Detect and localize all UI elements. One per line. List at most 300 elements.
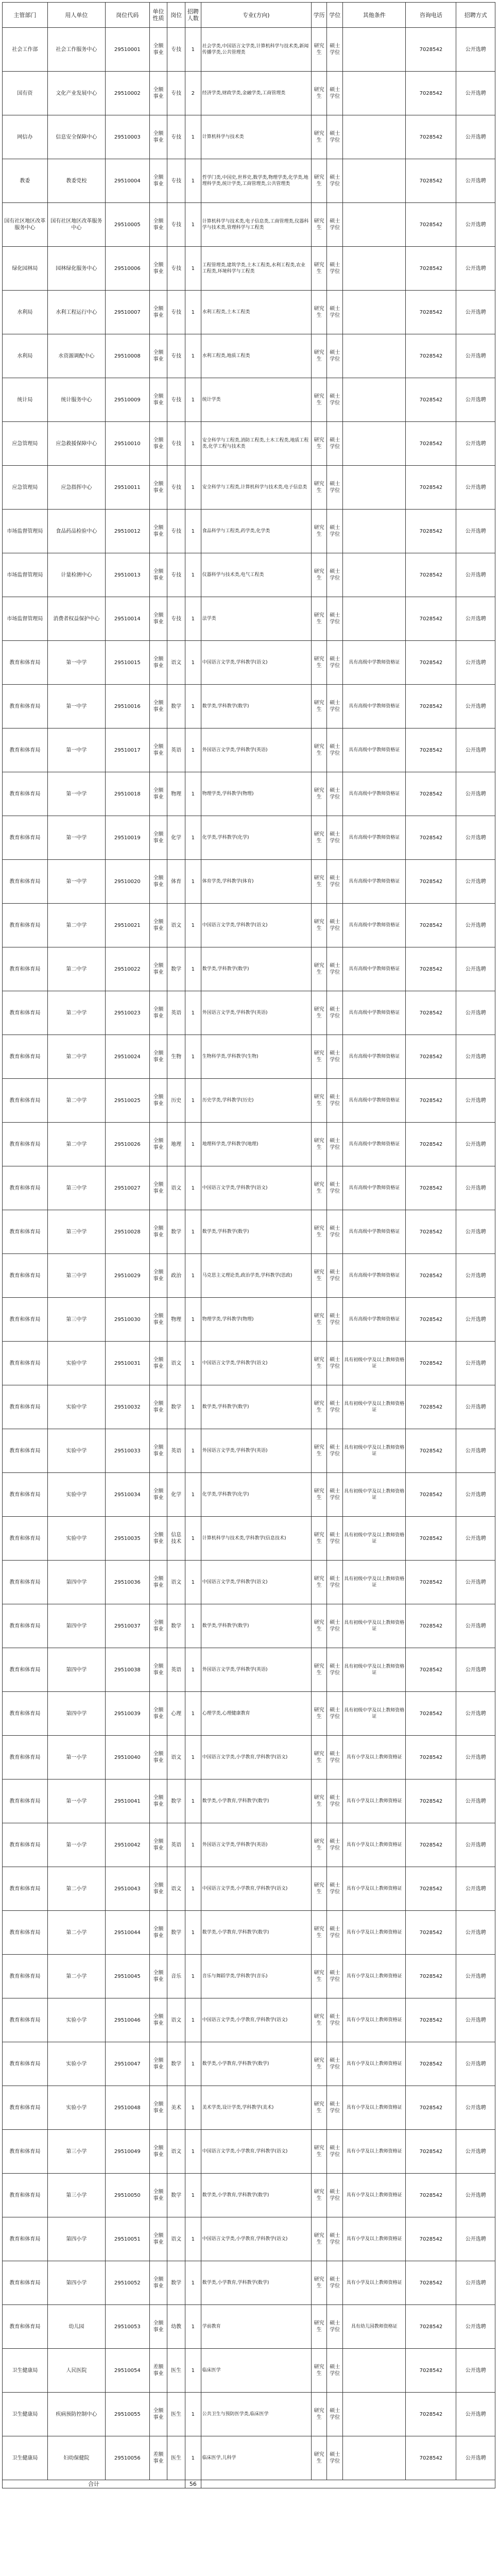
cell-deg: 硕士学位: [327, 1035, 343, 1079]
cell-nature: 全额事业: [149, 728, 167, 772]
cell-edu: 研究生: [311, 2086, 327, 2130]
cell-num: 1: [185, 1473, 201, 1517]
cell-code: 29510011: [105, 466, 149, 510]
cell-num: 1: [185, 1517, 201, 1561]
cell-tel: 7028542: [406, 1780, 456, 1823]
cell-deg: 硕士学位: [327, 2261, 343, 2305]
cell-unit: 第二小学: [47, 1911, 105, 1955]
cell-tel: 7028542: [406, 904, 456, 947]
cell-unit: 应急救援保障中心: [47, 422, 105, 466]
cell-tel: 7028542: [406, 247, 456, 291]
cell-other: [343, 2349, 406, 2393]
cell-deg: 硕士学位: [327, 1823, 343, 1867]
cell-code: 29510041: [105, 1780, 149, 1823]
cell-code: 29510006: [105, 247, 149, 291]
cell-dept: 教育和体育局: [3, 2174, 48, 2217]
cell-deg: 硕士学位: [327, 1385, 343, 1429]
cell-post: 英语: [167, 991, 185, 1035]
cell-tel: 7028542: [406, 1911, 456, 1955]
total-label: 合计: [3, 2480, 185, 2488]
cell-deg: 硕士学位: [327, 1517, 343, 1561]
cell-other: [343, 597, 406, 641]
cell-code: 29510034: [105, 1473, 149, 1517]
cell-dept: 教育和体育局: [3, 1429, 48, 1473]
cell-post: 专技: [167, 510, 185, 553]
cell-unit: 妇幼保健院: [47, 2436, 105, 2480]
cell-edu: 研究生: [311, 1035, 327, 1079]
cell-num: 1: [185, 1736, 201, 1780]
cell-edu: 研究生: [311, 1604, 327, 1648]
table-row: [3, 1823, 495, 1867]
cell-other: 具有小学及以上教师资格证: [343, 2086, 406, 2130]
cell-major: 中国语言文学类,小学教育,学科教学(语文): [201, 2217, 311, 2261]
cell-post: 心理: [167, 1692, 185, 1736]
cell-dept: 教育和体育局: [3, 1517, 48, 1561]
cell-unit: 实验小学: [47, 2086, 105, 2130]
table-header-row: [3, 3, 495, 28]
table-row: [3, 2349, 495, 2393]
cell-mode: 公开选聘: [456, 2086, 495, 2130]
cell-tel: 7028542: [406, 1561, 456, 1604]
cell-nature: 全额事业: [149, 1823, 167, 1867]
cell-edu: 研究生: [311, 685, 327, 728]
cell-major: 水利工程类,土木工程类: [201, 291, 311, 334]
cell-deg: 硕士学位: [327, 72, 343, 115]
cell-tel: 7028542: [406, 2086, 456, 2130]
cell-dept: 国有资: [3, 72, 48, 115]
cell-unit: 实验中学: [47, 1385, 105, 1429]
cell-post: 专技: [167, 378, 185, 422]
cell-tel: 7028542: [406, 1648, 456, 1692]
cell-num: 1: [185, 1823, 201, 1867]
cell-dept: 教育和体育局: [3, 991, 48, 1035]
cell-nature: 全额事业: [149, 159, 167, 203]
cell-code: 29510054: [105, 2349, 149, 2393]
cell-deg: 硕士学位: [327, 2130, 343, 2174]
table-row: [3, 1254, 495, 1298]
cell-unit: 实验中学: [47, 1517, 105, 1561]
table-row: [3, 1911, 495, 1955]
cell-tel: 7028542: [406, 1955, 456, 1998]
cell-mode: 公开选聘: [456, 2393, 495, 2436]
cell-nature: 全额事业: [149, 597, 167, 641]
cell-post: 专技: [167, 247, 185, 291]
table-row: [3, 728, 495, 772]
cell-dept: 统计局: [3, 378, 48, 422]
cell-tel: 7028542: [406, 947, 456, 991]
cell-dept: 教育和体育局: [3, 2086, 48, 2130]
total-row: [3, 2480, 495, 2488]
cell-other: 具有高级中学教师资格证: [343, 1123, 406, 1166]
cell-deg: 硕士学位: [327, 1079, 343, 1123]
table-row: [3, 1780, 495, 1823]
cell-code: 29510001: [105, 28, 149, 72]
table-row: [3, 1035, 495, 1079]
cell-post: 医生: [167, 2393, 185, 2436]
table-row: [3, 291, 495, 334]
cell-nature: 全额事业: [149, 2261, 167, 2305]
cell-tel: 7028542: [406, 597, 456, 641]
cell-unit: 第三中学: [47, 1298, 105, 1342]
cell-nature: 全额事业: [149, 1692, 167, 1736]
cell-num: 1: [185, 1867, 201, 1911]
cell-unit: 人民医院: [47, 2349, 105, 2393]
header-other: 其他条件: [343, 3, 406, 28]
cell-unit: 实验小学: [47, 1998, 105, 2042]
cell-nature: 全额事业: [149, 1473, 167, 1517]
cell-major: 仪器科学与技术类,电气工程类: [201, 553, 311, 597]
cell-dept: 教育和体育局: [3, 1166, 48, 1210]
cell-code: 29510023: [105, 991, 149, 1035]
cell-mode: 公开选聘: [456, 1473, 495, 1517]
cell-tel: 7028542: [406, 2393, 456, 2436]
cell-code: 29510042: [105, 1823, 149, 1867]
cell-unit: 第三小学: [47, 2174, 105, 2217]
cell-deg: 硕士学位: [327, 597, 343, 641]
cell-edu: 研究生: [311, 728, 327, 772]
cell-code: 29510010: [105, 422, 149, 466]
cell-unit: 信息安全保障中心: [47, 115, 105, 159]
cell-dept: 教育和体育局: [3, 1604, 48, 1648]
cell-edu: 研究生: [311, 203, 327, 247]
cell-num: 1: [185, 1342, 201, 1385]
cell-other: 具有小学及以上教师资格证: [343, 2174, 406, 2217]
cell-num: 1: [185, 1561, 201, 1604]
cell-other: [343, 378, 406, 422]
cell-unit: 第一小学: [47, 1736, 105, 1780]
header-post: 岗位: [167, 3, 185, 28]
cell-other: 具有小学及以上教师资格证: [343, 1736, 406, 1780]
cell-dept: 教育和体育局: [3, 772, 48, 816]
cell-major: 外国语言文学类,学科教学(英语): [201, 991, 311, 1035]
cell-code: 29510015: [105, 641, 149, 685]
cell-mode: 公开选聘: [456, 1648, 495, 1692]
cell-tel: 7028542: [406, 2042, 456, 2086]
cell-nature: 全额事业: [149, 422, 167, 466]
cell-nature: 全额事业: [149, 1342, 167, 1385]
cell-edu: 研究生: [311, 1298, 327, 1342]
cell-num: 1: [185, 728, 201, 772]
table-row: [3, 904, 495, 947]
cell-unit: 第四中学: [47, 1692, 105, 1736]
cell-code: 29510049: [105, 2130, 149, 2174]
cell-code: 29510046: [105, 1998, 149, 2042]
cell-dept: 教育和体育局: [3, 1210, 48, 1254]
cell-nature: 全额事业: [149, 1517, 167, 1561]
cell-edu: 研究生: [311, 510, 327, 553]
cell-post: 英语: [167, 728, 185, 772]
cell-major: 中国语言文学类,学科教学(语文): [201, 1166, 311, 1210]
cell-code: 29510039: [105, 1692, 149, 1736]
cell-num: 1: [185, 1166, 201, 1210]
cell-major: 数学类,小学教育,学科教学(数学): [201, 2174, 311, 2217]
cell-post: 语文: [167, 1998, 185, 2042]
cell-code: 29510050: [105, 2174, 149, 2217]
cell-edu: 研究生: [311, 860, 327, 904]
cell-unit: 计量检测中心: [47, 553, 105, 597]
cell-major: 公共卫生与预防医学类,临床医学: [201, 2393, 311, 2436]
cell-other: 具有高级中学教师资格证: [343, 728, 406, 772]
cell-deg: 硕士学位: [327, 1210, 343, 1254]
table-row: [3, 772, 495, 816]
cell-nature: 全额事业: [149, 1166, 167, 1210]
cell-mode: 公开选聘: [456, 685, 495, 728]
cell-num: 1: [185, 115, 201, 159]
cell-other: 具有高级中学教师资格证: [343, 904, 406, 947]
table-row: [3, 1998, 495, 2042]
table-row: [3, 334, 495, 378]
cell-tel: 7028542: [406, 1823, 456, 1867]
cell-mode: 公开选聘: [456, 2305, 495, 2349]
cell-other: 具有初级中学及以上教师资格证: [343, 1429, 406, 1473]
cell-tel: 7028542: [406, 466, 456, 510]
cell-unit: 教委党校: [47, 159, 105, 203]
table-row: [3, 28, 495, 72]
cell-edu: 研究生: [311, 466, 327, 510]
cell-code: 29510048: [105, 2086, 149, 2130]
table-row: [3, 1342, 495, 1385]
cell-edu: 研究生: [311, 597, 327, 641]
cell-edu: 研究生: [311, 816, 327, 860]
cell-tel: 7028542: [406, 728, 456, 772]
table-row: [3, 860, 495, 904]
table-row: [3, 1867, 495, 1911]
cell-num: 1: [185, 1780, 201, 1823]
cell-mode: 公开选聘: [456, 1254, 495, 1298]
cell-code: 29510022: [105, 947, 149, 991]
cell-other: 具有高级中学教师资格证: [343, 641, 406, 685]
cell-code: 29510033: [105, 1429, 149, 1473]
cell-other: 具有高级中学教师资格证: [343, 816, 406, 860]
cell-nature: 全额事业: [149, 1867, 167, 1911]
cell-num: 1: [185, 1429, 201, 1473]
cell-unit: 第四小学: [47, 2217, 105, 2261]
cell-other: [343, 334, 406, 378]
cell-post: 专技: [167, 115, 185, 159]
cell-num: 1: [185, 291, 201, 334]
cell-deg: 硕士学位: [327, 2305, 343, 2349]
cell-tel: 7028542: [406, 1079, 456, 1123]
cell-post: 生物: [167, 1035, 185, 1079]
table-row: [3, 1604, 495, 1648]
cell-major: 体育学类,学科教学(体育): [201, 860, 311, 904]
table-row: [3, 159, 495, 203]
cell-num: 1: [185, 378, 201, 422]
cell-post: 幼教: [167, 2305, 185, 2349]
cell-mode: 公开选聘: [456, 816, 495, 860]
cell-other: 具有初级中学及以上教师资格证: [343, 1604, 406, 1648]
cell-edu: 研究生: [311, 1473, 327, 1517]
cell-edu: 研究生: [311, 1867, 327, 1911]
cell-deg: 硕士学位: [327, 1604, 343, 1648]
cell-deg: 硕士学位: [327, 159, 343, 203]
cell-mode: 公开选聘: [456, 991, 495, 1035]
cell-unit: 实验中学: [47, 1429, 105, 1473]
cell-nature: 全额事业: [149, 2217, 167, 2261]
cell-code: 29510002: [105, 72, 149, 115]
cell-edu: 研究生: [311, 1561, 327, 1604]
cell-deg: 硕士学位: [327, 466, 343, 510]
cell-edu: 研究生: [311, 1780, 327, 1823]
cell-unit: 第一小学: [47, 1780, 105, 1823]
header-nature: 单位性质: [149, 3, 167, 28]
cell-post: 专技: [167, 72, 185, 115]
table-row: [3, 2436, 495, 2480]
cell-deg: 硕士学位: [327, 2349, 343, 2393]
cell-major: 数学类,小学教育,学科教学(数学): [201, 1780, 311, 1823]
cell-unit: 文化产业发展中心: [47, 72, 105, 115]
cell-post: 英语: [167, 1429, 185, 1473]
cell-post: 语文: [167, 1736, 185, 1780]
cell-deg: 硕士学位: [327, 2393, 343, 2436]
cell-post: 专技: [167, 334, 185, 378]
cell-deg: 硕士学位: [327, 2217, 343, 2261]
cell-code: 29510044: [105, 1911, 149, 1955]
cell-dept: 教育和体育局: [3, 1298, 48, 1342]
cell-nature: 全额事业: [149, 334, 167, 378]
table-row: [3, 685, 495, 728]
table-row: [3, 641, 495, 685]
cell-num: 1: [185, 2393, 201, 2436]
cell-major: 地理科学类,学科教学(地理): [201, 1123, 311, 1166]
cell-tel: 7028542: [406, 1385, 456, 1429]
cell-nature: 全额事业: [149, 2130, 167, 2174]
cell-deg: 硕士学位: [327, 947, 343, 991]
cell-other: [343, 466, 406, 510]
cell-post: 专技: [167, 291, 185, 334]
cell-other: 具有小学及以上教师资格证: [343, 2261, 406, 2305]
cell-nature: 全额事业: [149, 466, 167, 510]
cell-tel: 7028542: [406, 2305, 456, 2349]
cell-mode: 公开选聘: [456, 1998, 495, 2042]
table-row: [3, 422, 495, 466]
cell-other: 具有小学及以上教师资格证: [343, 1998, 406, 2042]
cell-dept: 教育和体育局: [3, 947, 48, 991]
cell-other: 具有初级中学及以上教师资格证: [343, 1561, 406, 1604]
header-deg: 学位: [327, 3, 343, 28]
cell-tel: 7028542: [406, 685, 456, 728]
cell-edu: 研究生: [311, 1955, 327, 1998]
cell-edu: 研究生: [311, 2261, 327, 2305]
cell-post: 信息技术: [167, 1517, 185, 1561]
cell-mode: 公开选聘: [456, 291, 495, 334]
cell-mode: 公开选聘: [456, 1955, 495, 1998]
cell-mode: 公开选聘: [456, 1692, 495, 1736]
table-row: [3, 2217, 495, 2261]
cell-unit: 第一小学: [47, 1823, 105, 1867]
cell-dept: 教育和体育局: [3, 728, 48, 772]
cell-major: 中国语言文学类,学科教学(语文): [201, 1561, 311, 1604]
cell-other: 具有高级中学教师资格证: [343, 860, 406, 904]
cell-post: 语文: [167, 2130, 185, 2174]
cell-other: 具有小学及以上教师资格证: [343, 2042, 406, 2086]
cell-post: 地理: [167, 1123, 185, 1166]
cell-other: [343, 72, 406, 115]
cell-tel: 7028542: [406, 1210, 456, 1254]
cell-mode: 公开选聘: [456, 2349, 495, 2393]
cell-tel: 7028542: [406, 816, 456, 860]
cell-unit: 第四中学: [47, 1648, 105, 1692]
cell-code: 29510017: [105, 728, 149, 772]
cell-tel: 7028542: [406, 860, 456, 904]
cell-tel: 7028542: [406, 203, 456, 247]
cell-major: 中国语言文学类,学科教学(语文): [201, 641, 311, 685]
cell-dept: 卫生健康局: [3, 2349, 48, 2393]
cell-major: 数学类,学科教学(数学): [201, 685, 311, 728]
cell-dept: 市场监督管理局: [3, 510, 48, 553]
cell-major: 化学类,学科教学(化学): [201, 1473, 311, 1517]
cell-unit: 第三中学: [47, 1166, 105, 1210]
cell-edu: 研究生: [311, 334, 327, 378]
cell-tel: 7028542: [406, 2436, 456, 2480]
cell-unit: 第四中学: [47, 1561, 105, 1604]
cell-nature: 全额事业: [149, 1429, 167, 1473]
table-row: [3, 510, 495, 553]
cell-num: 1: [185, 159, 201, 203]
cell-num: 1: [185, 334, 201, 378]
cell-edu: 研究生: [311, 2305, 327, 2349]
cell-unit: 第二中学: [47, 1123, 105, 1166]
cell-tel: 7028542: [406, 115, 456, 159]
cell-edu: 研究生: [311, 1210, 327, 1254]
cell-unit: 第二中学: [47, 947, 105, 991]
cell-mode: 公开选聘: [456, 1342, 495, 1385]
cell-mode: 公开选聘: [456, 597, 495, 641]
table-row: [3, 597, 495, 641]
cell-major: 外国语言文学类,学科教学(英语): [201, 1648, 311, 1692]
cell-deg: 硕士学位: [327, 553, 343, 597]
cell-post: 数学: [167, 947, 185, 991]
cell-unit: 第三小学: [47, 2130, 105, 2174]
cell-other: 具有小学及以上教师资格证: [343, 2130, 406, 2174]
cell-nature: 全额事业: [149, 641, 167, 685]
cell-dept: 卫生健康局: [3, 2393, 48, 2436]
cell-major: 音乐与舞蹈学类,学科教学(音乐): [201, 1955, 311, 1998]
cell-num: 1: [185, 2261, 201, 2305]
cell-tel: 7028542: [406, 422, 456, 466]
cell-code: 29510024: [105, 1035, 149, 1079]
cell-unit: 第一中学: [47, 860, 105, 904]
cell-deg: 硕士学位: [327, 1955, 343, 1998]
cell-tel: 7028542: [406, 1123, 456, 1166]
cell-num: 1: [185, 991, 201, 1035]
table-body: [3, 28, 495, 2480]
cell-num: 1: [185, 553, 201, 597]
cell-code: 29510047: [105, 2042, 149, 2086]
cell-major: 中国语言文学类,小学教育,学科教学(语文): [201, 1736, 311, 1780]
cell-edu: 研究生: [311, 1254, 327, 1298]
cell-dept: 绿化园林局: [3, 247, 48, 291]
header-major: 专业(方向): [201, 3, 311, 28]
table-row: [3, 553, 495, 597]
cell-nature: 全额事业: [149, 2174, 167, 2217]
cell-deg: 硕士学位: [327, 115, 343, 159]
cell-mode: 公开选聘: [456, 247, 495, 291]
cell-unit: 水资源调配中心: [47, 334, 105, 378]
cell-other: 具有高级中学教师资格证: [343, 947, 406, 991]
cell-dept: 国有社区地区改革服务中心: [3, 203, 48, 247]
cell-mode: 公开选聘: [456, 1561, 495, 1604]
cell-major: 历史学类,学科教学(历史): [201, 1079, 311, 1123]
cell-mode: 公开选聘: [456, 28, 495, 72]
cell-edu: 研究生: [311, 2436, 327, 2480]
cell-tel: 7028542: [406, 378, 456, 422]
cell-mode: 公开选聘: [456, 2261, 495, 2305]
cell-unit: 第二中学: [47, 904, 105, 947]
cell-edu: 研究生: [311, 1823, 327, 1867]
cell-tel: 7028542: [406, 1342, 456, 1385]
cell-post: 专技: [167, 28, 185, 72]
